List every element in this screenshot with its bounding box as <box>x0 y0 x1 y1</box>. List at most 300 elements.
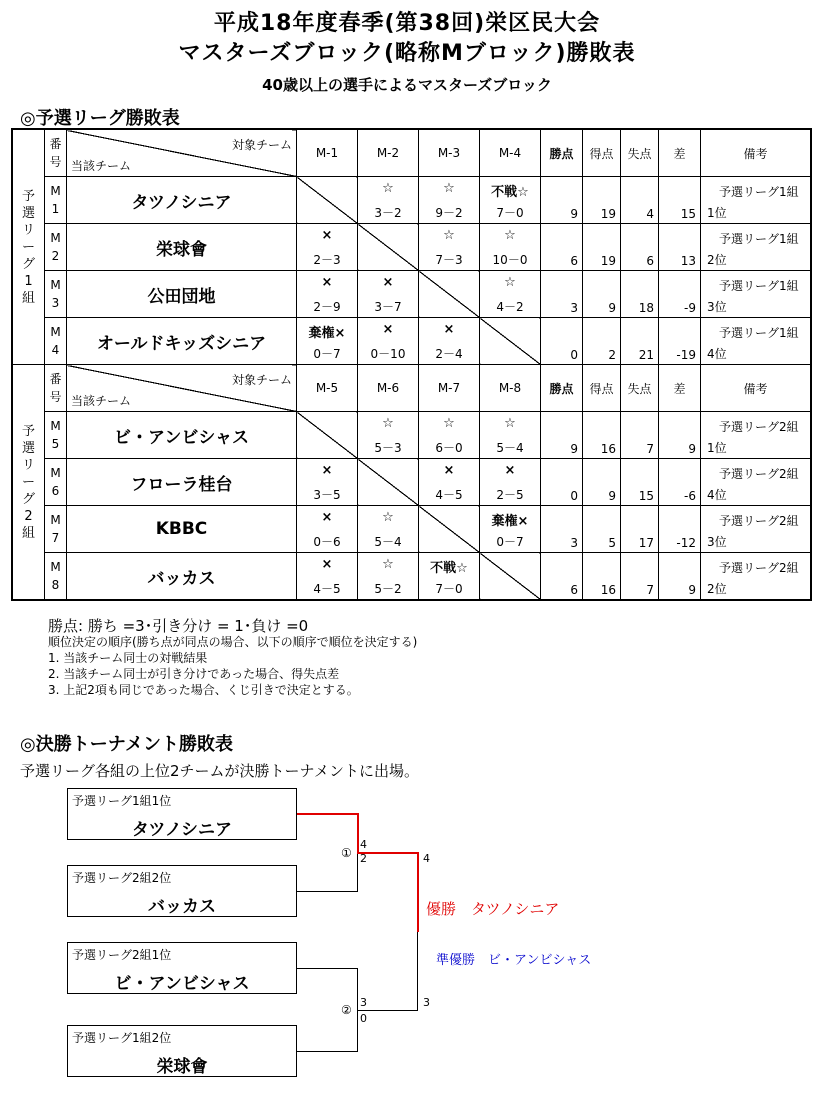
stat-value-gf: 9 <box>608 489 616 503</box>
stat-cell-ga <box>621 553 659 600</box>
header-opponent: 対象チーム <box>231 373 292 387</box>
stat-cell-ga <box>621 459 659 506</box>
match-result-cell <box>297 318 358 365</box>
match-result-cell <box>419 177 480 224</box>
stat-cell-gf <box>583 318 621 365</box>
match-result-mark: ☆ <box>443 228 455 243</box>
header-corner <box>67 365 297 412</box>
match-result-cell <box>297 224 358 271</box>
match-result-cell <box>358 271 419 318</box>
match-result-cell <box>297 506 358 553</box>
match2-mark: ② <box>341 1003 352 1017</box>
team-number-bottom: 1 <box>51 202 60 216</box>
stat-value-ga: 18 <box>638 301 654 315</box>
stat-cell-pts <box>541 553 583 600</box>
column-header-goals-for: 得点 <box>583 130 621 177</box>
stat-cell-gf <box>583 459 621 506</box>
match-score: 0－10 <box>370 347 406 361</box>
match1-score-top: 4 <box>360 838 367 851</box>
match-result-mark: × <box>321 510 333 525</box>
table-row <box>13 459 811 506</box>
group-label-char: 組 <box>21 525 35 541</box>
match2-score-bottom: 0 <box>360 1012 367 1025</box>
stat-cell-gf <box>583 506 621 553</box>
stat-value-gf: 2 <box>608 348 616 362</box>
self-match-cell <box>297 177 358 224</box>
notes-group: 予選リーグ1組 <box>719 232 799 246</box>
column-header-match: M-3 <box>419 130 480 177</box>
stat-cell-ga <box>621 224 659 271</box>
match-score: 5－4 <box>496 441 524 455</box>
slot-label: 予選リーグ1組2位 <box>72 1031 172 1045</box>
slot-team: バッカス <box>148 897 216 917</box>
stat-value-ga: 4 <box>646 207 654 221</box>
final-score-bottom: 3 <box>423 996 430 1009</box>
match1-mark: ① <box>341 846 352 860</box>
match-result-cell <box>419 224 480 271</box>
match-result-mark: 不戦☆ <box>491 185 529 200</box>
column-header-diff: 差 <box>659 365 701 412</box>
match-result-mark: × <box>382 322 394 337</box>
column-header-match: M-1 <box>297 130 358 177</box>
team-number-top: M <box>50 231 61 245</box>
group-label-char: 予 <box>21 423 35 439</box>
stat-cell-diff <box>659 224 701 271</box>
notes-rank: 3位 <box>707 300 727 314</box>
league-header-row <box>13 130 811 177</box>
group-label-char: グ <box>21 491 35 507</box>
stat-value-pts: 9 <box>570 442 578 456</box>
slot-team: ビ・アンビシャス <box>114 974 250 994</box>
stat-value-pts: 9 <box>570 207 578 221</box>
bracket-slot <box>67 865 297 917</box>
stat-value-diff: -12 <box>676 536 696 550</box>
notes-group: 予選リーグ2組 <box>719 561 799 575</box>
stat-value-pts: 0 <box>570 489 578 503</box>
table-row <box>13 553 811 600</box>
match-result-cell <box>480 224 541 271</box>
team-number <box>45 224 67 271</box>
stat-cell-gf <box>583 412 621 459</box>
header-number-bottom: 号 <box>49 155 62 169</box>
self-match-cell <box>419 271 480 318</box>
stat-cell-gf <box>583 177 621 224</box>
stat-cell-diff <box>659 412 701 459</box>
column-header-goals-against: 失点 <box>621 365 659 412</box>
stat-value-diff: -19 <box>676 348 696 362</box>
match-result-mark: 棄権× <box>308 326 346 341</box>
match1-score-bottom: 2 <box>360 852 367 865</box>
team-number <box>45 506 67 553</box>
team-number-top: M <box>50 325 61 339</box>
final-score-top: 4 <box>423 852 430 865</box>
slot-label: 予選リーグ2組1位 <box>72 948 172 962</box>
stat-value-ga: 15 <box>638 489 654 503</box>
team-number-top: M <box>50 419 61 433</box>
match2-score-top: 3 <box>360 996 367 1009</box>
match-result-mark: × <box>504 463 516 478</box>
match-result-mark: × <box>321 557 333 572</box>
match-result-mark: ☆ <box>443 181 455 196</box>
team-number-top: M <box>50 560 61 574</box>
self-match-cell <box>480 553 541 600</box>
stat-value-ga: 21 <box>638 348 654 362</box>
match-result-mark: × <box>321 463 333 478</box>
header-self: 当該チーム <box>71 159 132 173</box>
stat-cell-ga <box>621 318 659 365</box>
table-row <box>13 318 811 365</box>
column-header-notes: 備考 <box>701 365 811 412</box>
stat-cell-diff <box>659 177 701 224</box>
header-number <box>45 365 67 412</box>
stat-cell-pts <box>541 177 583 224</box>
match-result-cell <box>358 506 419 553</box>
group-label-char: 選 <box>21 205 35 221</box>
notes-cell <box>701 553 811 600</box>
match-score: 4－5 <box>435 488 463 502</box>
column-header-diff: 差 <box>659 130 701 177</box>
match-result-cell <box>480 177 541 224</box>
stat-cell-pts <box>541 224 583 271</box>
column-header-points: 勝点 <box>541 130 583 177</box>
match-result-mark: × <box>382 275 394 290</box>
bracket-line <box>297 968 358 969</box>
stat-value-pts: 3 <box>570 536 578 550</box>
table-row <box>13 177 811 224</box>
stat-cell-diff <box>659 506 701 553</box>
scoring-legend <box>48 618 417 698</box>
stat-cell-gf <box>583 553 621 600</box>
match-result-mark: 棄権× <box>491 514 529 529</box>
notes-group: 予選リーグ1組 <box>719 279 799 293</box>
notes-group: 予選リーグ1組 <box>719 326 799 340</box>
self-match-cell <box>358 224 419 271</box>
column-header-notes: 備考 <box>701 130 811 177</box>
match-result-cell <box>480 459 541 506</box>
header-number-bottom: 号 <box>49 390 62 404</box>
match-score: 2－4 <box>435 347 463 361</box>
header-corner <box>67 130 297 177</box>
stat-cell-diff <box>659 553 701 600</box>
notes-cell <box>701 318 811 365</box>
stat-value-gf: 5 <box>608 536 616 550</box>
match-score: 3－2 <box>374 206 402 220</box>
match-result-mark: × <box>321 275 333 290</box>
match-result-mark: × <box>443 322 455 337</box>
team-name: バッカス <box>67 553 297 600</box>
ranking-rule-2: 2. 当該チーム同士が引き分けであった場合、得失点差 <box>48 667 340 681</box>
page-title-line2: マスターズブロック(略称Mブロック)勝敗表 <box>178 41 636 66</box>
group-label-char: リ <box>21 457 35 473</box>
team-number <box>45 412 67 459</box>
ranking-rule-3: 3. 上記2項も同じであった場合、くじ引きで決定とする。 <box>48 683 359 697</box>
column-header-goals-for: 得点 <box>583 365 621 412</box>
match-result-cell <box>480 412 541 459</box>
stat-value-pts: 3 <box>570 301 578 315</box>
header-opponent: 対象チーム <box>231 138 292 152</box>
group-label-char: ー <box>21 239 35 255</box>
match-result-cell <box>419 318 480 365</box>
stat-value-gf: 16 <box>600 583 616 597</box>
match-result-cell <box>358 412 419 459</box>
notes-cell <box>701 459 811 506</box>
team-number-top: M <box>50 184 61 198</box>
notes-rank: 4位 <box>707 488 727 502</box>
team-name: ビ・アンビシャス <box>67 412 297 459</box>
team-number-bottom: 3 <box>51 296 60 310</box>
stat-cell-pts <box>541 459 583 506</box>
slot-label: 予選リーグ1組1位 <box>72 794 172 808</box>
match-score: 0－7 <box>496 535 524 549</box>
team-number-bottom: 4 <box>51 343 60 357</box>
match-score: 7－3 <box>435 253 463 267</box>
stat-value-ga: 17 <box>638 536 654 550</box>
stat-cell-pts <box>541 412 583 459</box>
group-label-char: 選 <box>21 440 35 456</box>
match-score: 0－6 <box>313 535 341 549</box>
ranking-rule-1: 1. 当該チーム同士の対戦結果 <box>48 651 208 665</box>
slot-label: 予選リーグ2組2位 <box>72 871 172 885</box>
header-self: 当該チーム <box>71 394 132 408</box>
notes-cell <box>701 271 811 318</box>
stat-value-ga: 7 <box>646 442 654 456</box>
match-score: 7－0 <box>435 582 463 596</box>
notes-group: 予選リーグ2組 <box>719 467 799 481</box>
bracket-slot <box>67 942 297 994</box>
header-number-top: 番 <box>49 372 62 386</box>
notes-rank: 1位 <box>707 206 727 220</box>
column-header-goals-against: 失点 <box>621 130 659 177</box>
match-result-mark: ☆ <box>504 416 516 431</box>
header-number-top: 番 <box>49 137 62 151</box>
bracket-line <box>297 891 358 892</box>
stat-cell-diff <box>659 318 701 365</box>
match-result-mark: ☆ <box>504 228 516 243</box>
team-name: KBBC <box>67 506 297 553</box>
team-number <box>45 553 67 600</box>
notes-rank: 2位 <box>707 582 727 596</box>
self-match-cell <box>358 459 419 506</box>
match-score: 4－2 <box>496 300 524 314</box>
match-result-cell <box>480 271 541 318</box>
bracket-line-win <box>297 813 358 815</box>
stat-cell-ga <box>621 177 659 224</box>
stat-value-diff: 9 <box>688 583 696 597</box>
stat-cell-ga <box>621 506 659 553</box>
team-number-bottom: 7 <box>51 531 60 545</box>
match-result-mark: 不戦☆ <box>430 561 468 576</box>
notes-cell <box>701 177 811 224</box>
stat-value-pts: 0 <box>570 348 578 362</box>
match-result-mark: × <box>321 228 333 243</box>
match-result-cell <box>297 271 358 318</box>
stat-cell-pts <box>541 506 583 553</box>
match-score: 2－3 <box>313 253 341 267</box>
stat-value-pts: 6 <box>570 254 578 268</box>
stat-value-diff: -6 <box>684 489 696 503</box>
match-result-cell <box>297 459 358 506</box>
notes-cell <box>701 224 811 271</box>
team-number-top: M <box>50 513 61 527</box>
match-score: 3－7 <box>374 300 402 314</box>
team-number-bottom: 2 <box>51 249 60 263</box>
match-score: 6－0 <box>435 441 463 455</box>
header-number <box>45 130 67 177</box>
match-result-mark: ☆ <box>382 557 394 572</box>
team-number <box>45 177 67 224</box>
match-result-cell <box>419 553 480 600</box>
team-number-top: M <box>50 278 61 292</box>
stat-value-diff: 15 <box>680 207 696 221</box>
tournament-note: 予選リーグ各組の上位2チームが決勝トーナメントに出場。 <box>20 762 419 780</box>
slot-team: タツノシニア <box>131 820 233 840</box>
team-number-bottom: 6 <box>51 484 60 498</box>
bracket-line <box>357 1010 418 1011</box>
bracket-line-win <box>417 852 419 932</box>
team-number <box>45 318 67 365</box>
notes-group: 予選リーグ2組 <box>719 514 799 528</box>
team-name: オールドキッズシニア <box>67 318 297 365</box>
match-result-cell <box>358 177 419 224</box>
column-header-match: M-2 <box>358 130 419 177</box>
stat-value-gf: 19 <box>600 254 616 268</box>
stat-value-ga: 7 <box>646 583 654 597</box>
match-score: 3－5 <box>313 488 341 502</box>
match-score: 5－2 <box>374 582 402 596</box>
team-name: 公田団地 <box>67 271 297 318</box>
match-result-mark: ☆ <box>504 275 516 290</box>
match-result-mark: ☆ <box>382 181 394 196</box>
notes-rank: 1位 <box>707 441 727 455</box>
league-header-row <box>13 365 811 412</box>
team-name: 栄球會 <box>67 224 297 271</box>
match-score: 2－5 <box>496 488 524 502</box>
stat-value-diff: -9 <box>684 301 696 315</box>
stat-value-gf: 9 <box>608 301 616 315</box>
column-header-points: 勝点 <box>541 365 583 412</box>
bracket-line <box>297 1051 358 1052</box>
league-table <box>12 129 811 600</box>
match-result-mark: ☆ <box>382 510 394 525</box>
table-row <box>13 271 811 318</box>
column-header-match: M-8 <box>480 365 541 412</box>
match-score: 7－0 <box>496 206 524 220</box>
stat-cell-diff <box>659 459 701 506</box>
notes-group: 予選リーグ2組 <box>719 420 799 434</box>
tournament-section-title: ◎決勝トーナメント勝敗表 <box>20 734 233 755</box>
notes-cell <box>701 412 811 459</box>
column-header-match: M-5 <box>297 365 358 412</box>
self-match-cell <box>419 506 480 553</box>
team-number <box>45 271 67 318</box>
slot-team: 栄球會 <box>156 1057 208 1077</box>
team-number-bottom: 8 <box>51 578 60 592</box>
stat-value-pts: 6 <box>570 583 578 597</box>
self-match-cell <box>297 412 358 459</box>
match-result-cell <box>480 506 541 553</box>
stat-cell-ga <box>621 412 659 459</box>
runner-up-label: 準優勝 ビ・アンビシャス <box>436 953 592 968</box>
bracket-line <box>417 932 418 1010</box>
stat-value-gf: 19 <box>600 207 616 221</box>
team-number-bottom: 5 <box>51 437 60 451</box>
column-header-match: M-7 <box>419 365 480 412</box>
match-score: 2－9 <box>313 300 341 314</box>
match-result-cell <box>358 553 419 600</box>
bracket-line-win <box>357 813 359 853</box>
group-label-char: リ <box>21 222 35 238</box>
match-score: 5－3 <box>374 441 402 455</box>
match-score: 10－0 <box>492 253 528 267</box>
team-name: タツノシニア <box>67 177 297 224</box>
stat-cell-gf <box>583 224 621 271</box>
stat-value-diff: 13 <box>680 254 696 268</box>
league-section-title: ◎予選リーグ勝敗表 <box>20 108 180 129</box>
match-result-mark: ☆ <box>443 416 455 431</box>
match-result-cell <box>358 318 419 365</box>
stat-cell-pts <box>541 271 583 318</box>
stat-value-diff: 9 <box>688 442 696 456</box>
match-score: 9－2 <box>435 206 463 220</box>
notes-cell <box>701 506 811 553</box>
match-score: 0－7 <box>313 347 341 361</box>
bracket-line <box>357 853 358 891</box>
notes-rank: 2位 <box>707 253 727 267</box>
table-row <box>13 224 811 271</box>
stat-value-ga: 6 <box>646 254 654 268</box>
match-result-cell <box>297 553 358 600</box>
page-subtitle: 40歳以上の選手によるマスターズブロック <box>262 76 552 94</box>
match-result-mark: × <box>443 463 455 478</box>
self-match-cell <box>480 318 541 365</box>
team-number-top: M <box>50 466 61 480</box>
stat-value-gf: 16 <box>600 442 616 456</box>
stat-cell-ga <box>621 271 659 318</box>
group-label-char: 1 <box>24 273 33 289</box>
ranking-rule-intro: 順位決定の順序(勝ち点が同点の場合、以下の順序で順位を決定する) <box>48 635 418 649</box>
notes-rank: 3位 <box>707 535 727 549</box>
stat-cell-pts <box>541 318 583 365</box>
champion-label: 優勝 タツノシニア <box>426 900 560 918</box>
group-label-char: 2 <box>24 508 33 524</box>
match-result-mark: ☆ <box>382 416 394 431</box>
notes-group: 予選リーグ1組 <box>719 185 799 199</box>
match-result-cell <box>419 459 480 506</box>
group-label-char: 予 <box>21 188 35 204</box>
column-header-match: M-4 <box>480 130 541 177</box>
page-title-line1: 平成18年度春季(第38回)栄区民大会 <box>213 11 601 36</box>
match-score: 4－5 <box>313 582 341 596</box>
team-name: フローラ桂台 <box>67 459 297 506</box>
team-number <box>45 459 67 506</box>
notes-rank: 4位 <box>707 347 727 361</box>
group-label-char: 組 <box>21 290 35 306</box>
column-header-match: M-6 <box>358 365 419 412</box>
points-rule: 勝点: 勝ち =3･引き分け = 1･負け =0 <box>48 617 309 635</box>
bracket-slot <box>67 788 297 840</box>
group-label-char: グ <box>21 256 35 272</box>
group-label <box>13 130 45 365</box>
stat-cell-gf <box>583 271 621 318</box>
group-label-char: ー <box>21 474 35 490</box>
match-result-cell <box>419 412 480 459</box>
bracket-slot <box>67 1025 297 1077</box>
table-row <box>13 506 811 553</box>
stat-cell-diff <box>659 271 701 318</box>
table-row <box>13 412 811 459</box>
match-score: 5－4 <box>374 535 402 549</box>
group-label <box>13 365 45 600</box>
